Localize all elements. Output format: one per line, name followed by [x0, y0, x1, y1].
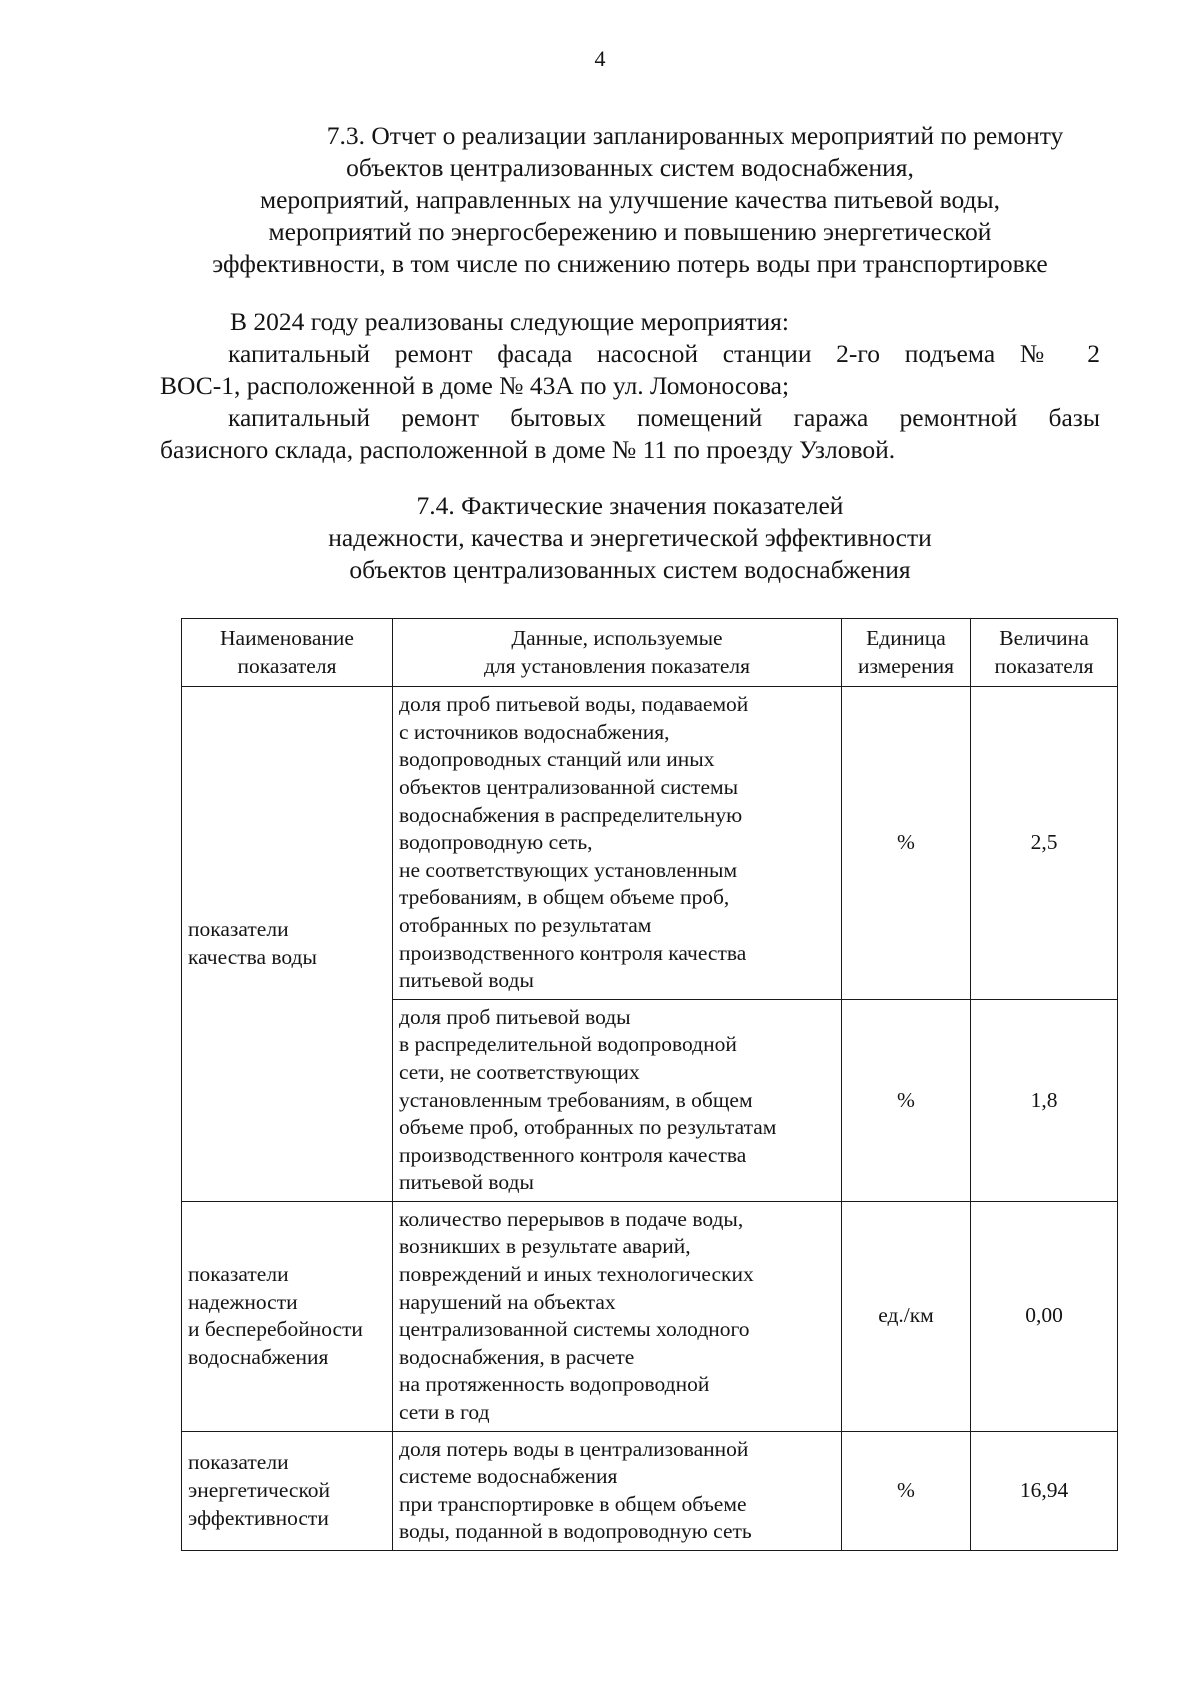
- measure-item-1-first-line: капитальный ремонт фасада насосной станции 2-го подъема № 2: [228, 339, 1100, 368]
- indicator-description: доля проб питьевой воды, подаваемой с источников водоснабжения, водопроводных станций или иных объектов централизованной системы водоснабжения в распределительную водопроводную сеть, не соответствующих установленным требованиям, в общем объеме проб, отобранных по результатам производственного контроля качества питьевой воды: [393, 687, 842, 1000]
- header-unit: Единица измерения: [842, 619, 971, 687]
- table-header-row: [182, 619, 1118, 687]
- title-line: эффективности, в том числе по снижению потерь воды при транспортировке: [212, 249, 1048, 278]
- indicator-value: 2,5: [971, 687, 1118, 1000]
- title-line: объектов централизованных систем водоснабжения,: [346, 153, 914, 182]
- indicator-unit: ед./км: [842, 1201, 971, 1431]
- section-7-3-title: [160, 120, 1100, 280]
- indicator-unit: %: [842, 999, 971, 1201]
- indicator-description: доля проб питьевой воды в распределительной водопроводной сети, не соответствующих установленным требованиям, в общем объеме проб, отобранных по результатам производственного контроля качества питьевой воды: [393, 999, 842, 1201]
- section-7-4-title: [160, 490, 1100, 586]
- indicator-group-reliability: показатели надежности и бесперебойности водоснабжения: [182, 1201, 393, 1431]
- title-line: объектов централизованных систем водоснабжения: [349, 555, 911, 584]
- indicator-value: 1,8: [971, 999, 1118, 1201]
- measure-item-2-first-line: капитальный ремонт бытовых помещений гаража ремонтной базы: [228, 403, 1100, 432]
- indicators-table: [181, 618, 1118, 1551]
- indicator-description: количество перерывов в подаче воды, возникших в результате аварий, повреждений и иных технологических нарушений на объектах централизованной системы холодного водоснабжения, в расчете на протяженность водопроводной сети в год: [393, 1201, 842, 1431]
- measure-item-1: [160, 338, 1100, 402]
- table-row: [182, 687, 1118, 1000]
- measure-item-1-rest: ВОС-1, расположенной в доме № 43А по ул. Ломоносова;: [160, 371, 790, 400]
- indicator-unit: %: [842, 1431, 971, 1550]
- table-row: [182, 1431, 1118, 1550]
- title-line: 7.3. Отчет о реализации запланированных мероприятий по ремонту: [326, 121, 1064, 150]
- indicator-description: доля потерь воды в централизованной системе водоснабжения при транспортировке в общем объеме воды, поданной в водопроводную сеть: [393, 1431, 842, 1550]
- measure-item-2-rest: базисного склада, расположенной в доме № 11 по проезду Узловой.: [160, 435, 896, 464]
- indicator-group-energy-efficiency: показатели энергетической эффективности: [182, 1431, 393, 1550]
- header-value: Величина показателя: [971, 619, 1118, 687]
- intro-text: В 2024 году реализованы следующие мероприятия:: [230, 307, 789, 336]
- table-row: [182, 1201, 1118, 1431]
- title-line: 7.4. Фактические значения показателей: [416, 491, 844, 520]
- indicator-unit: %: [842, 687, 971, 1000]
- title-line: мероприятий по энергосбережению и повышению энергетической: [268, 217, 992, 246]
- indicator-value: 16,94: [971, 1431, 1118, 1550]
- intro-paragraph: [160, 306, 1100, 338]
- header-indicator-name: Наименование показателя: [182, 619, 393, 687]
- measure-item-2: [160, 402, 1100, 466]
- title-line: надежности, качества и энергетической эффективности: [328, 523, 932, 552]
- indicator-group-water-quality: показатели качества воды: [182, 687, 393, 1202]
- page-number: 4: [594, 46, 606, 71]
- indicator-value: 0,00: [971, 1201, 1118, 1431]
- title-line: мероприятий, направленных на улучшение качества питьевой воды,: [259, 185, 1001, 214]
- header-source-data: Данные, используемые для установления показателя: [393, 619, 842, 687]
